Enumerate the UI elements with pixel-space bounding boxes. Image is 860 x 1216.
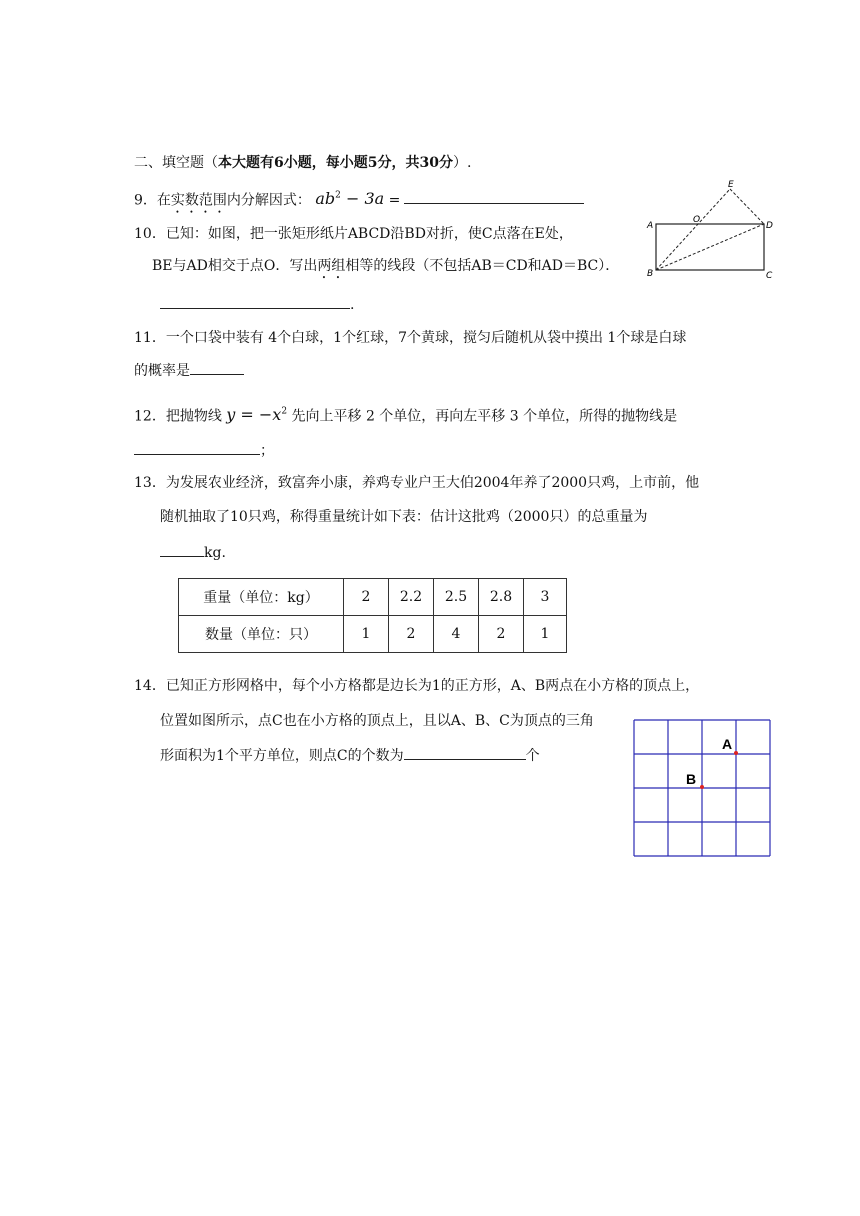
table-cell: 2 [479, 616, 524, 653]
question-13-line3: kg. [160, 542, 226, 563]
label-d: D [766, 221, 773, 231]
rectangle-fold-figure [644, 180, 780, 280]
question-10-line2: BE与AD相交于点O．写出两组相等的线段（不包括AB＝CD和AD＝BC）． [152, 258, 620, 274]
table-cell: 4 [434, 616, 479, 653]
question-14-line1: 14．已知正方形网格中，每个小方格都是边长为1的正方形，A、B两点在小方格的顶点上， [134, 678, 700, 694]
question-11-line1: 11．一个口袋中装有 4个白球，1个红球，7个黄球，搅匀后随机从袋中摸出 1个球是白球 [134, 330, 687, 346]
table-cell: 2 [389, 616, 434, 653]
question-13-line2: 随机抽取了10只鸡，称得重量统计如下表：估计这批鸡（2000只）的总重量为 [160, 509, 648, 525]
q9-answer-blank[interactable] [404, 189, 584, 204]
table-cell: 2.8 [479, 579, 524, 616]
table-header-cell: 重量（单位：kg） [179, 579, 344, 616]
question-10-line3: . [160, 294, 354, 315]
weight-table [178, 578, 567, 653]
question-9: 9．在实数范围内分解因式： $ab^2 - 3a$ = [134, 186, 584, 216]
point-a [734, 751, 738, 755]
square-grid-figure [632, 718, 774, 858]
table-cell: 2.2 [389, 579, 434, 616]
q12-answer-blank[interactable] [134, 440, 260, 455]
q13-answer-blank[interactable] [160, 542, 204, 557]
table-cell: 2 [344, 579, 389, 616]
question-12-line1: 12．把抛物线 $y = -x^2$ 先向上平移 2 个单位，再向左平移 3 个单位，所得的抛物线是 [134, 405, 678, 425]
table-row [179, 616, 567, 653]
question-10-line1: 10．已知：如图，把一张矩形纸片ABCD沿BD对折，使C点落在E处， [134, 226, 573, 242]
q11-answer-blank[interactable] [190, 360, 244, 375]
q9-expression: $ab^2 - 3a$ [315, 189, 385, 209]
label-a: A [722, 736, 733, 752]
q12-expression: $y = -x^2$ [226, 405, 288, 425]
segment-ed [730, 189, 764, 224]
diagonal-bd [656, 224, 764, 270]
label-e: E [728, 180, 734, 190]
point-b [700, 785, 704, 789]
section-heading: 二、填空题（本大题有6小题，每小题5分，共30分）. [134, 155, 472, 171]
label-c: C [766, 271, 773, 280]
table-header-cell: 数量（单位：只） [179, 616, 344, 653]
question-13-line1: 13．为发展农业经济，致富奔小康，养鸡专业户王大伯2004年养了2000只鸡，上市前，他 [134, 475, 700, 491]
q10-answer-blank[interactable] [160, 294, 350, 309]
segment-be [656, 189, 730, 270]
question-11-line2: 的概率是 [134, 360, 244, 381]
table-cell: 1 [344, 616, 389, 653]
table-row [179, 579, 567, 616]
label-b: B [647, 269, 654, 279]
table-cell: 1 [524, 616, 567, 653]
label-a: A [647, 221, 654, 231]
q14-answer-blank[interactable] [404, 745, 526, 760]
label-o: O [693, 215, 701, 225]
question-12-line2: ； [134, 440, 274, 461]
question-14-line3: 形面积为1个平方单位，则点C的个数为 个 [160, 745, 540, 766]
table-cell: 3 [524, 579, 567, 616]
label-b: B [686, 771, 697, 787]
table-cell: 2.5 [434, 579, 479, 616]
question-14-line2: 位置如图所示，点C也在小方格的顶点上，且以A、B、C为顶点的三角 [160, 713, 594, 729]
